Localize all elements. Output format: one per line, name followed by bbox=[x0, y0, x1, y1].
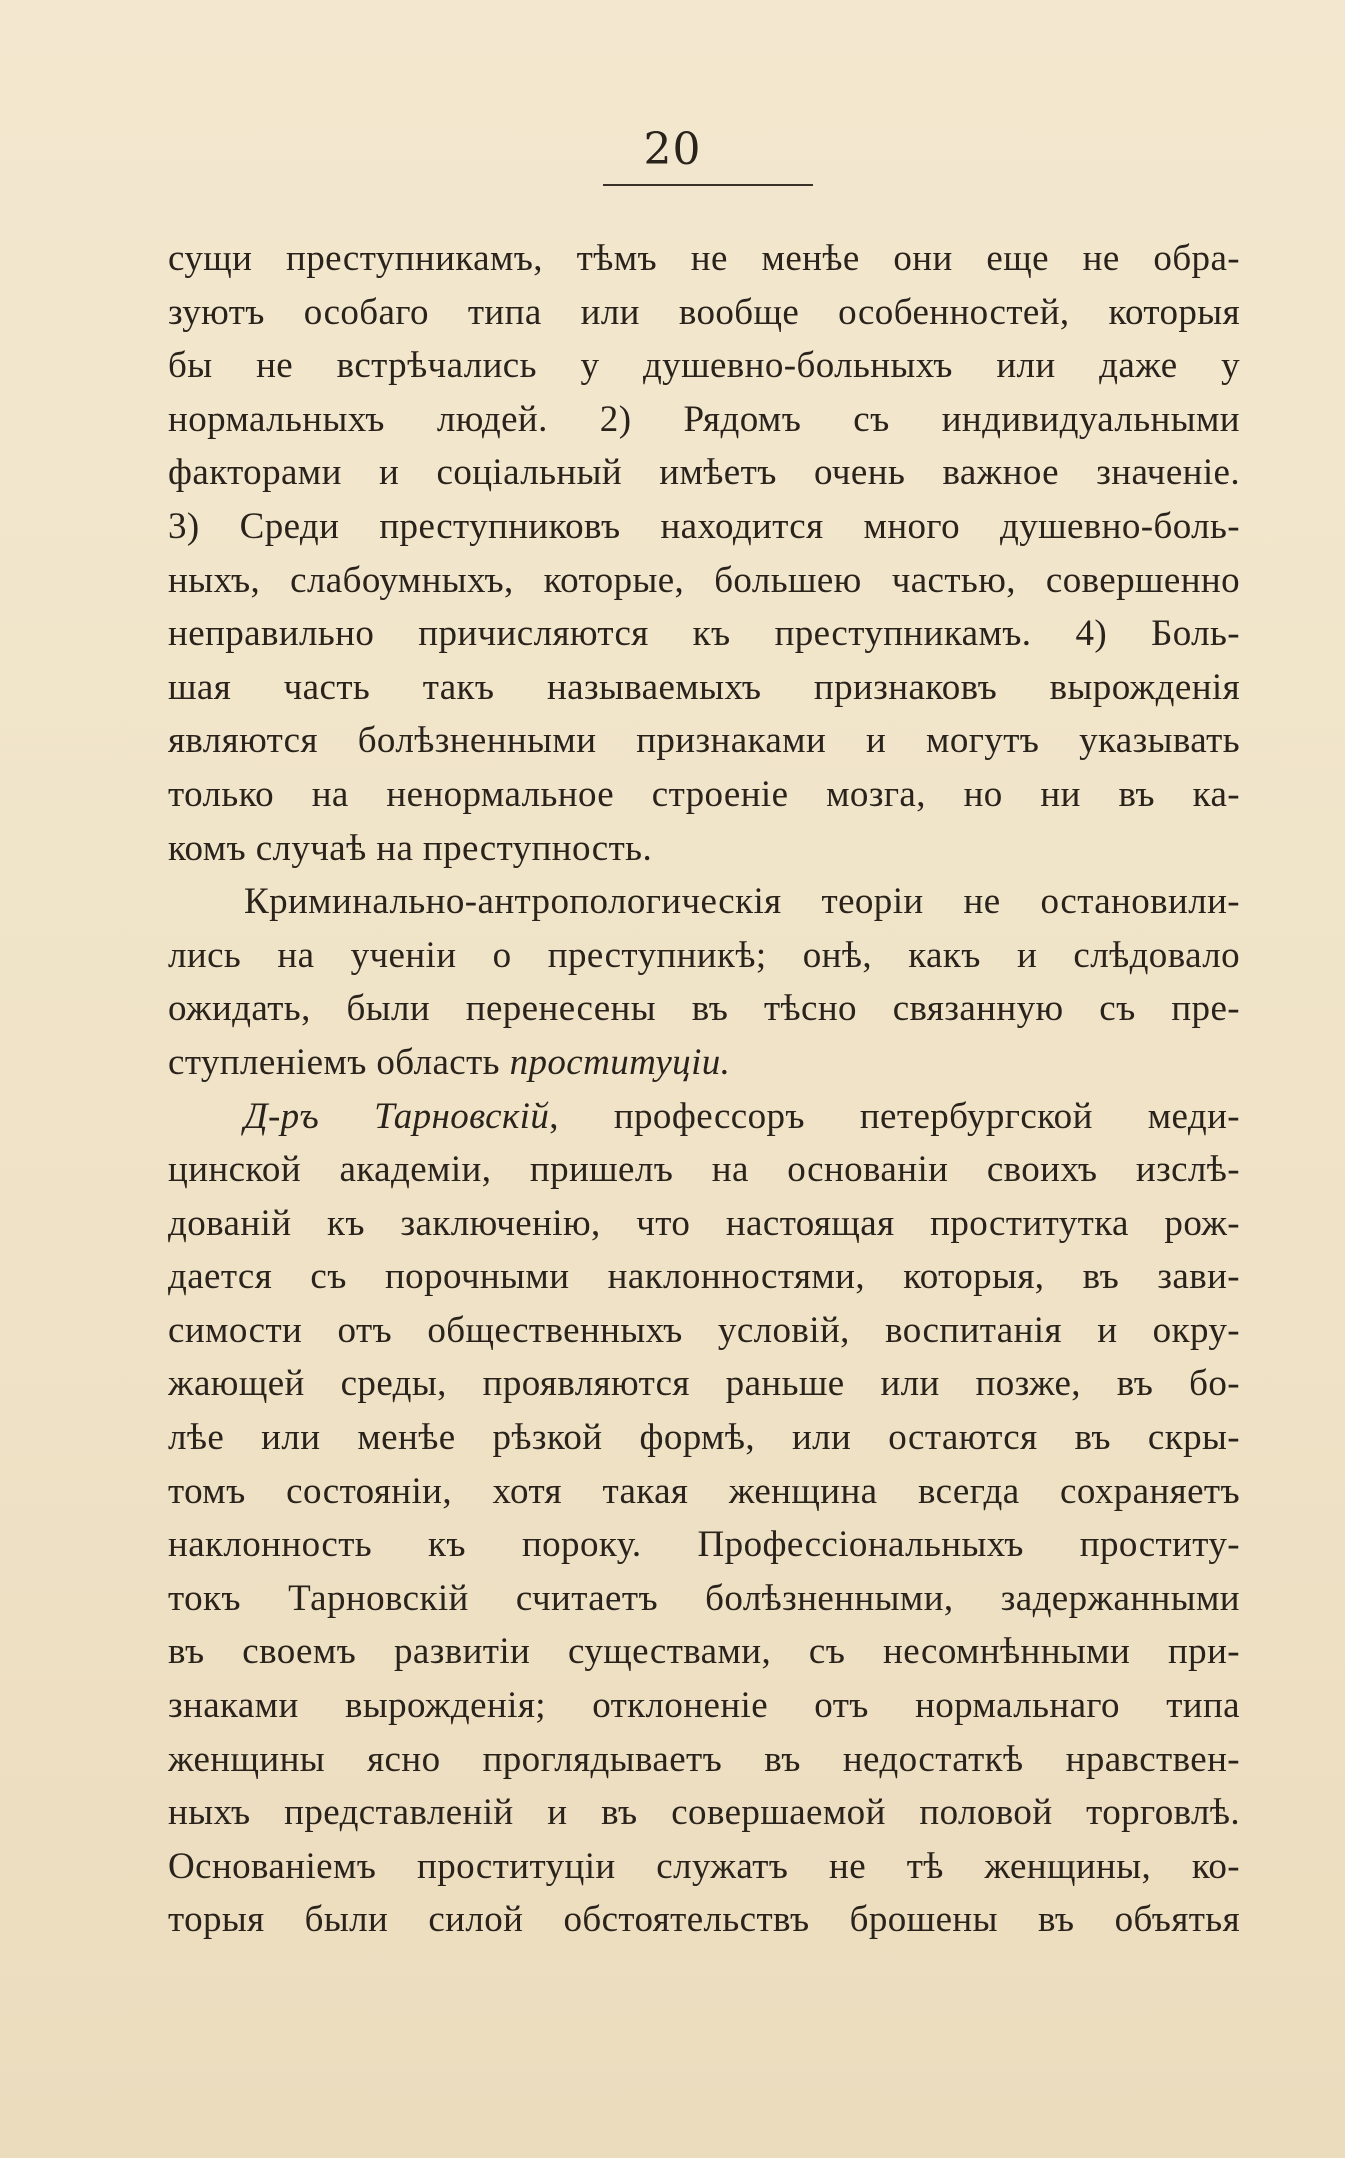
page-number: 20 bbox=[643, 124, 702, 175]
text-line: симости отъ общественныхъ условій, воспитанія и окру- bbox=[168, 1309, 1240, 1351]
text-line: являются болѣзненными признаками и могутъ указывать bbox=[168, 720, 1240, 762]
text-segment: , профессоръ петербургской меди- bbox=[549, 1095, 1240, 1137]
text-line: торыя были силой обстоятельствъ брошены въ объятья bbox=[168, 1899, 1240, 1941]
text-line: комъ случаѣ на преступность. bbox=[168, 827, 653, 869]
text-line: жающей среды, проявляются раньше или позже, въ бо- bbox=[168, 1363, 1240, 1405]
text-line: токъ Тарновскій считаетъ болѣзненными, задержанными bbox=[168, 1577, 1240, 1619]
text-line-with-italic bbox=[168, 1036, 1240, 1090]
header-rule bbox=[603, 184, 813, 186]
text-line: Криминально-антропологическія теоріи не остановили- bbox=[244, 881, 1240, 923]
text-line: знаками вырожденія; отклоненіе отъ нормальнаго типа bbox=[168, 1685, 1240, 1727]
text-line: томъ состояніи, хотя такая женщина всегда сохраняетъ bbox=[168, 1470, 1240, 1512]
text-line: зуютъ особаго типа или вообще особенностей, которыя bbox=[168, 291, 1240, 333]
text-line: неправильно причисляются къ преступникамъ. 4) Боль- bbox=[168, 613, 1240, 655]
text-line: дается съ порочными наклонностями, которыя, въ зави- bbox=[168, 1256, 1240, 1298]
text-line: нормальныхъ людей. 2) Рядомъ съ индивидуальными bbox=[168, 398, 1240, 440]
text-line: наклонность къ пороку. Профессіональныхъ проститу- bbox=[168, 1524, 1240, 1566]
text-line: въ своемъ развитіи существами, съ несомнѣнными при- bbox=[168, 1631, 1240, 1673]
text-line: факторами и соціальный имѣетъ очень важное значеніе. bbox=[168, 452, 1240, 494]
text-line: шая часть такъ называемыхъ признаковъ вырожденія bbox=[168, 666, 1240, 708]
text-line-with-italic bbox=[168, 1090, 1240, 1144]
text-line: лѣе или менѣе рѣзкой формѣ, или остаются въ скры- bbox=[168, 1417, 1240, 1459]
italic-term: проституціи. bbox=[509, 1041, 731, 1083]
text-line: 3) Среди преступниковъ находится много душевно-боль- bbox=[168, 505, 1240, 547]
text-line: сущи преступникамъ, тѣмъ не менѣе они еще не обра- bbox=[168, 238, 1240, 279]
text-line: бы не встрѣчались у душевно-больныхъ или даже у bbox=[168, 345, 1240, 387]
text-line: Основаніемъ проституціи служатъ не тѣ женщины, ко- bbox=[168, 1845, 1240, 1887]
text-line: цинской академіи, пришелъ на основаніи своихъ изслѣ- bbox=[168, 1149, 1240, 1191]
text-line: ныхъ, слабоумныхъ, которые, большею частью, совершенно bbox=[168, 559, 1240, 601]
text-segment: ступленіемъ область bbox=[168, 1041, 510, 1083]
text-line: лись на ученіи о преступникѣ; онѣ, какъ и слѣдовало bbox=[168, 934, 1240, 976]
text-line: ныхъ представленій и въ совершаемой половой торговлѣ. bbox=[168, 1792, 1240, 1834]
text-line: только на ненормальное строеніе мозга, но ни въ ка- bbox=[168, 773, 1240, 815]
text-line: ожидать, были перенесены въ тѣсно связанную съ пре- bbox=[168, 988, 1240, 1030]
text-line: женщины ясно проглядываетъ въ недостаткѣ нравствен- bbox=[168, 1738, 1240, 1780]
body-text bbox=[168, 232, 1240, 1947]
italic-name: Д-ръ Тарновскій bbox=[244, 1095, 550, 1137]
text-line: дованій къ заключенію, что настоящая проститутка рож- bbox=[168, 1202, 1240, 1244]
